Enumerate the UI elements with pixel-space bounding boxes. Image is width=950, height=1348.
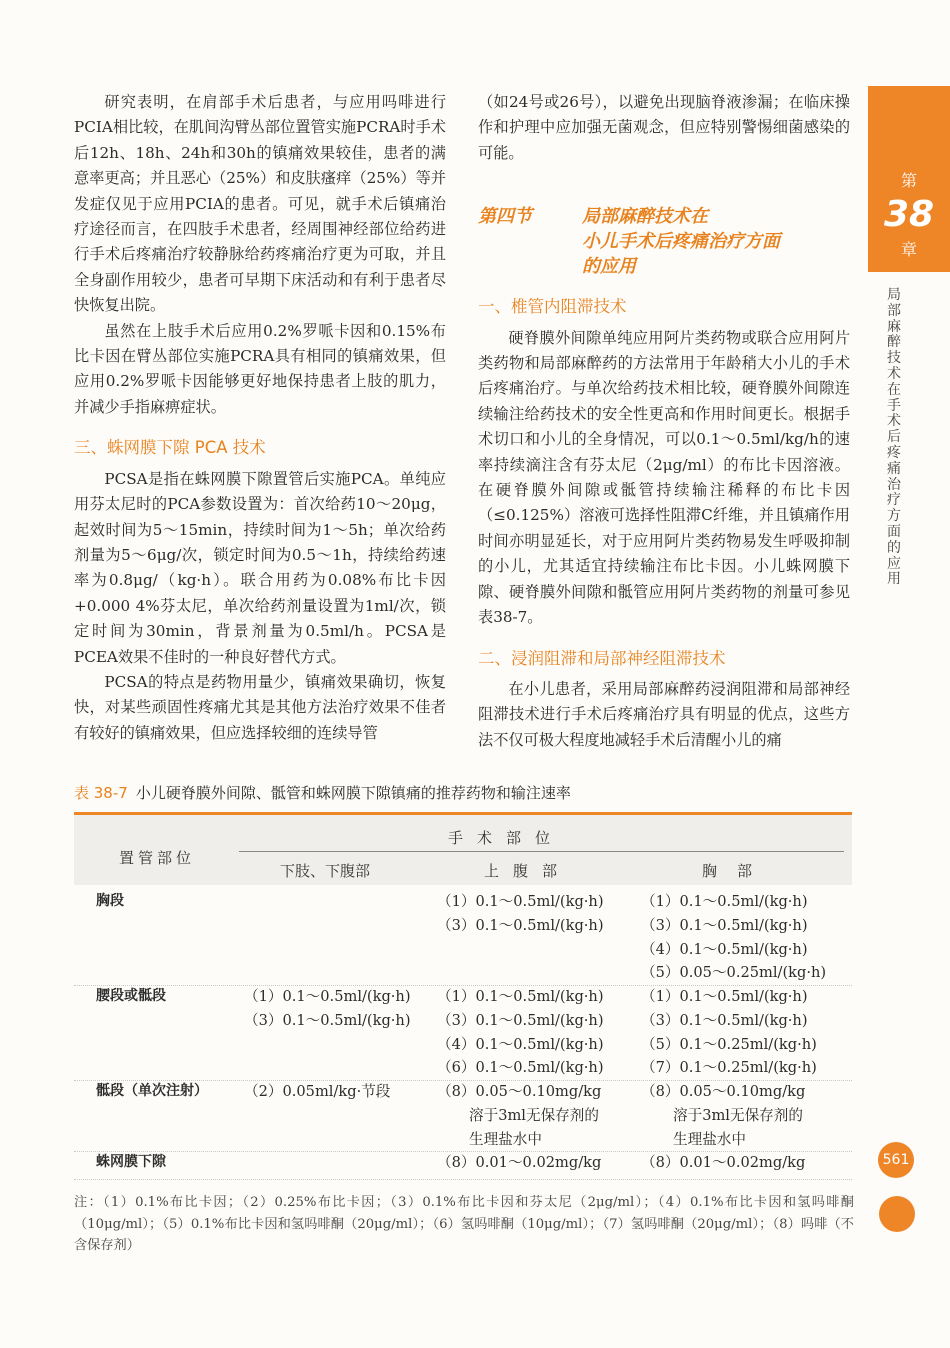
- table-note: 注：（1）0.1%布比卡因；（2）0.25%布比卡因；（3）0.1%布比卡因和芬太尼（2μg/ml）；（4）0.1%布比卡因和氢吗啡酮（10μg/ml）；（5）0.1%布比卡因和氢吗啡酮（20μg/ml）；（6）氢吗啡酮（10μg/ml）；（7）氢吗啡酮（20μg/ml）；（8）吗啡（不含保存剂）: [74, 1195, 854, 1253]
- cell-line: （8）0.01～0.02mg/kg: [641, 1154, 806, 1171]
- table-caption: [74, 782, 571, 803]
- cell-c3: [641, 890, 826, 985]
- section-heading: [478, 204, 850, 279]
- row-site: 骶段（单次注射）: [96, 1083, 208, 1099]
- chapter-prefix: 第: [900, 171, 917, 190]
- cell-line: （1）0.1～0.5ml/(kg·h): [437, 988, 604, 1005]
- cell-line: （7）0.1～0.25ml/(kg·h): [641, 1059, 817, 1077]
- row-site: 腰段或骶段: [96, 988, 166, 1004]
- cell-line: （3）0.1～0.5ml/(kg·h): [437, 1011, 604, 1029]
- cell-line: 溶于3ml无保存剂的: [673, 1106, 803, 1124]
- cell-line: （1）0.1～0.5ml/(kg·h): [641, 893, 808, 910]
- row-site: 胸段: [96, 893, 124, 909]
- section-title: [582, 204, 850, 279]
- cell-line: （4）0.1～0.5ml/(kg·h): [437, 1035, 604, 1053]
- section-title-line: 的应用: [582, 256, 636, 278]
- cell-line: （2）0.05ml/kg·节段: [244, 1083, 391, 1100]
- table-caption-text: 小儿硬脊膜外间隙、骶管和蛛网膜下隙镇痛的推荐药物和输注速率: [135, 784, 571, 802]
- cell-line: （1）0.1～0.5ml/(kg·h): [244, 988, 411, 1005]
- cell-c3: [641, 1080, 805, 1151]
- vertical-chapter-title: 局部麻醉技术在手术后疼痛治疗方面的应用: [887, 287, 901, 588]
- section-title-line: 局部麻醉技术在: [582, 206, 708, 228]
- table-header: [74, 815, 852, 885]
- paragraph: （如24号或26号），以避免出现脑脊液渗漏；在临床操作和护理中应加强无菌观念，但应特别警惕细菌感染的可能。: [478, 93, 850, 162]
- cell-c2: [437, 1080, 601, 1151]
- subsection-heading: 三、蛛网膜下隙 PCA 技术: [74, 438, 266, 458]
- chapter-suffix: 章: [900, 240, 917, 259]
- header-surgery: 手术部位: [448, 829, 565, 847]
- cell-c2: [437, 890, 604, 938]
- table-label: 表 38-7: [74, 784, 128, 802]
- chapter-number: 38: [883, 194, 935, 235]
- section-number: 第四节: [478, 206, 532, 228]
- cell-c2: [437, 1151, 601, 1175]
- table-row: [74, 1080, 852, 1152]
- paragraph: PCSA的特点是药物用量少，镇痛效果确切，恢复快，对某些顽固性疼痛尤其是其他方法治疗效果不佳者有较好的镇痛效果，但应选择较细的连续导管: [74, 672, 446, 742]
- cell-line: （3）0.1～0.5ml/(kg·h): [437, 916, 604, 934]
- paragraph: 在小儿患者，采用局部麻醉药浸润阻滞和局部神经阻滞技术进行手术后疼痛治疗具有明显的优点，这些方法不仅可极大程度地减轻手术后清醒小儿的痛: [478, 679, 850, 749]
- cell-line: （6）0.1～0.5ml/(kg·h): [437, 1059, 604, 1077]
- cell-line: （3）0.1～0.5ml/(kg·h): [641, 1011, 808, 1029]
- cell-line: （8）0.01～0.02mg/kg: [437, 1154, 602, 1171]
- cell-c2: [437, 985, 604, 1080]
- table-row: [74, 1151, 852, 1180]
- cell-c1: [244, 1080, 390, 1104]
- chapter-tab: [868, 86, 950, 272]
- cell-line: （1）0.1～0.5ml/(kg·h): [437, 893, 604, 910]
- subsection-heading: 二、浸润阻滞和局部神经阻滞技术: [478, 648, 726, 668]
- page-number: 561: [878, 1142, 914, 1178]
- paragraph: 研究表明，在肩部手术后患者，与应用吗啡进行PCIA相比较，在肌间沟臂丛部位置管实施PCRA时手术后12h、18h、24h和30h的镇痛效果较佳，患者的满意率更高；并且恶心（25%）和皮肤瘙痒（25%）等并发症仅见于应用PCIA的患者。可见，就手术后镇痛治疗途径而言，在四肢手术患者，经周围神经部位给药进行手术后疼痛治疗较静脉给药疼痛治疗更为可取，并且全身副作用较少，患者可早期下床活动和有利于患者尽快恢复出院。: [74, 93, 446, 315]
- cell-line: （3）0.1～0.5ml/(kg·h): [641, 916, 808, 934]
- paragraph: PCSA是指在蛛网膜下隙置管后实施PCA。单纯应用芬太尼时的PCA参数设置为：首次给药10～20μg，起效时间为5～15min，持续时间为1～5h；单次给药剂量为5～6μg/次，锁定时间为0.5～1h，持续给药速率为0.8μg/（kg·h）。联合用药为0.08%布比卡因+0.000 4%芬太尼，单次给药剂量设置为1ml/次，锁定时间为30min，背景剂量为0.5ml/h。PCSA是PCEA效果不佳时的一种良好替代方式。: [74, 469, 446, 666]
- paragraph: 硬脊膜外间隙单纯应用阿片类药物或联合应用阿片类药物和局部麻醉药的方法常用于年龄稍大小儿的手术后疼痛治疗。与单次给药技术相比较，硬脊膜外间隙连续输注给药技术的安全性更高和作用时间更长。根据手术切口和小儿的全身情况，可以0.1～0.5ml/kg/h的速率持续滴注含有芬太尼（2μg/ml）的布比卡因溶液。在硬脊膜外间隙或骶管持续输注稀释的布比卡因（≤0.125%）溶液可选择性阻滞C纤维，并且镇痛作用时间亦明显延长，对于应用阿片类药物易发生呼吸抑制的小儿，尤其适宜持续输注布比卡因。小儿蛛网膜下隙、硬脊膜外间隙和骶管应用阿片类药物的剂量可参见表38-7。: [478, 328, 850, 627]
- cell-c3: [641, 1151, 805, 1175]
- cell-line: 生理盐水中: [673, 1130, 746, 1148]
- cell-line: （4）0.1～0.5ml/(kg·h): [641, 940, 808, 958]
- right-column: [478, 90, 850, 753]
- decorative-dot: [879, 1196, 915, 1232]
- cell-line: （8）0.05～0.10mg/kg: [437, 1083, 602, 1100]
- cell-line: （8）0.05～0.10mg/kg: [641, 1083, 806, 1100]
- cell-c1: [244, 985, 411, 1033]
- header-col-upper: 上腹部: [484, 862, 572, 880]
- header-site: 置管部位: [119, 849, 196, 867]
- cell-line: 溶于3ml无保存剂的: [469, 1106, 599, 1124]
- cell-line: （5）0.05～0.25ml/(kg·h): [641, 964, 827, 982]
- header-col-chest: 胸部: [702, 862, 773, 880]
- subsection-heading: 一、椎管内阻滞技术: [478, 297, 627, 317]
- header-col-lower: 下肢、下腹部: [280, 862, 371, 880]
- table-row: [74, 890, 852, 986]
- cell-c3: [641, 985, 817, 1080]
- cell-line: （1）0.1～0.5ml/(kg·h): [641, 988, 808, 1005]
- paragraph: 虽然在上肢手术后应用0.2%罗哌卡因和0.15%布比卡因在臂丛部位实施PCRA具有相同的镇痛效果，但应用0.2%罗哌卡因能够更好地保持患者上肢的肌力，并减少手指麻痹症状。: [74, 321, 446, 416]
- section-title-line: 小儿手术后疼痛治疗方面: [582, 231, 780, 253]
- cell-line: （3）0.1～0.5ml/(kg·h): [244, 1011, 411, 1029]
- left-column: [74, 90, 446, 746]
- row-site: 蛛网膜下隙: [96, 1154, 166, 1170]
- header-divider: [239, 851, 844, 852]
- cell-line: （5）0.1～0.25ml/(kg·h): [641, 1035, 817, 1053]
- table-row: [74, 985, 852, 1081]
- cell-line: 生理盐水中: [469, 1130, 542, 1148]
